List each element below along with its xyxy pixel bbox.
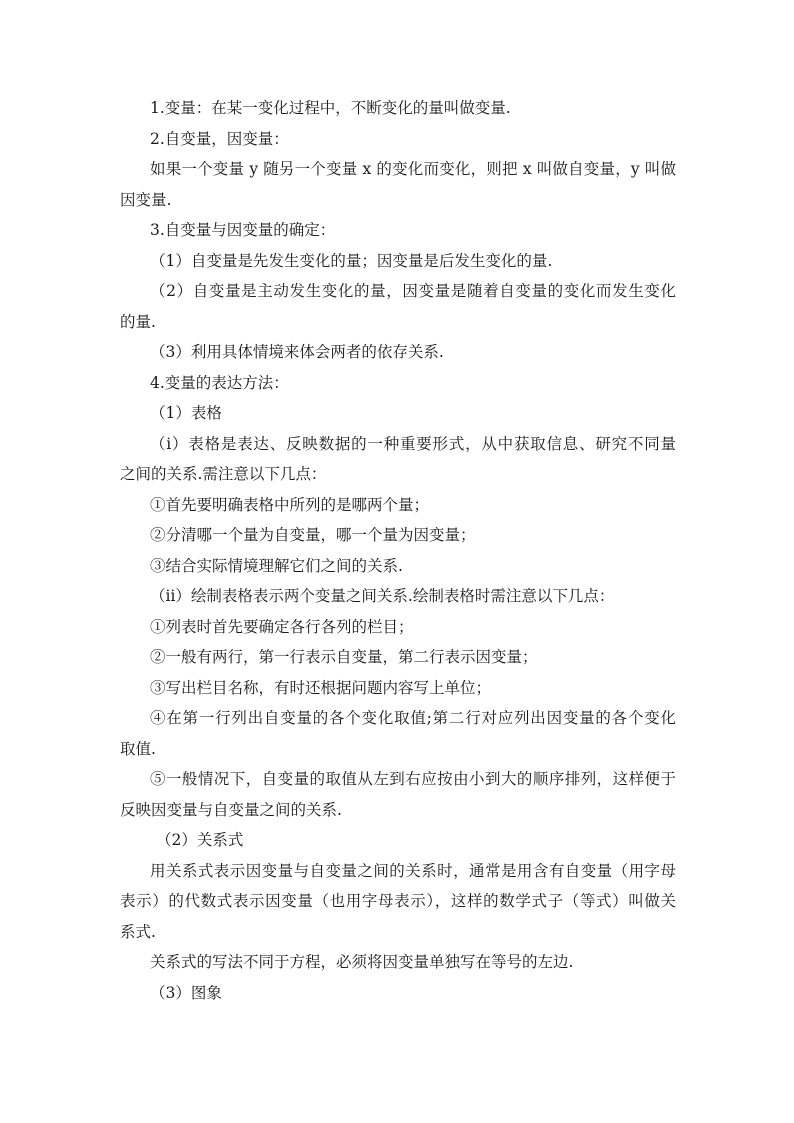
list-item-table-ii-4: ④在第一行列出自变量的各个变化取值;第二行对应列出因变量的各个变化 — [150, 709, 676, 727]
paragraph-formula: 用关系式表示因变量与自变量之间的关系时，通常是用含有自变量（用字母 — [150, 861, 676, 880]
paragraph-table-ii: （ⅱ）绘制表格表示两个变量之间关系.绘制表格时需注意以下几点： — [150, 587, 615, 605]
heading-determination: 3.自变量与因变量的确定： — [150, 221, 336, 239]
paragraph-formula-cont: 表示）的代数式表示因变量（也用字母表示），这样的数学式子（等式）叫做关 — [120, 892, 676, 910]
paragraph-table-i-cont: 之间的关系.需注意以下几点： — [120, 465, 327, 483]
list-item-table-i-2: ②分清哪一个量为自变量，哪一个量为因变量； — [150, 526, 476, 544]
document-body — [120, 93, 676, 1008]
item-determination-2: （2）自变量是主动发生变化的量，因变量是随着自变量的变化而发生变化 — [150, 282, 676, 300]
list-item-table-ii-2: ②一般有两行，第一行表示自变量，第二行表示因变量； — [150, 648, 538, 666]
list-item-table-ii-5-cont: 反映因变量与自变量之间的关系. — [120, 800, 342, 819]
list-item-table-ii-5: ⑤一般情况下，自变量的取值从左到右应按由小到大的顺序排列，这样便于 — [150, 770, 676, 788]
paragraph-formula-note: 关系式的写法不同于方程，必须将因变量单独写在等号的左边. — [150, 953, 574, 971]
list-item-table-ii-4-cont: 取值. — [120, 739, 156, 758]
subheading-table: （1）表格 — [150, 404, 222, 422]
list-item-table-ii-3: ③写出栏目名称，有时还根据问题内容写上单位； — [150, 678, 492, 697]
list-item-table-i-1: ①首先要明确表格中所列的是哪两个量； — [150, 495, 430, 514]
subheading-formula: （2）关系式 — [156, 831, 244, 849]
paragraph-formula-end: 系式. — [120, 922, 156, 941]
heading-independent-dependent: 2.自变量，因变量： — [150, 129, 289, 148]
heading-expression-methods: 4.变量的表达方法： — [150, 373, 289, 392]
paragraph-xy-definition-cont: 因变量. — [120, 190, 172, 209]
item-determination-1: （1）自变量是先发生变化的量；因变量是后发生变化的量. — [150, 251, 553, 270]
subheading-graph: （3）图象 — [150, 983, 222, 1002]
item-determination-2-cont: 的量. — [120, 312, 156, 331]
list-item-table-i-3: ③结合实际情境理解它们之间的关系. — [150, 556, 403, 575]
paragraph-table-i: （ⅰ）表格是表达、反映数据的一种重要形式，从中获取信息、研究不同量 — [150, 434, 676, 453]
item-determination-3: （3）利用具体情境来体会两者的依存关系. — [150, 343, 444, 361]
paragraph-xy-definition: 如果一个变量 y 随另一个变量 x 的变化而变化，则把 x 叫做自变量，y 叫做 — [150, 160, 676, 178]
paragraph-variable-definition: 1.变量：在某一变化过程中，不断变化的量叫做变量. — [150, 99, 511, 117]
list-item-table-ii-1: ①列表时首先要确定各行各列的栏目； — [150, 617, 414, 636]
